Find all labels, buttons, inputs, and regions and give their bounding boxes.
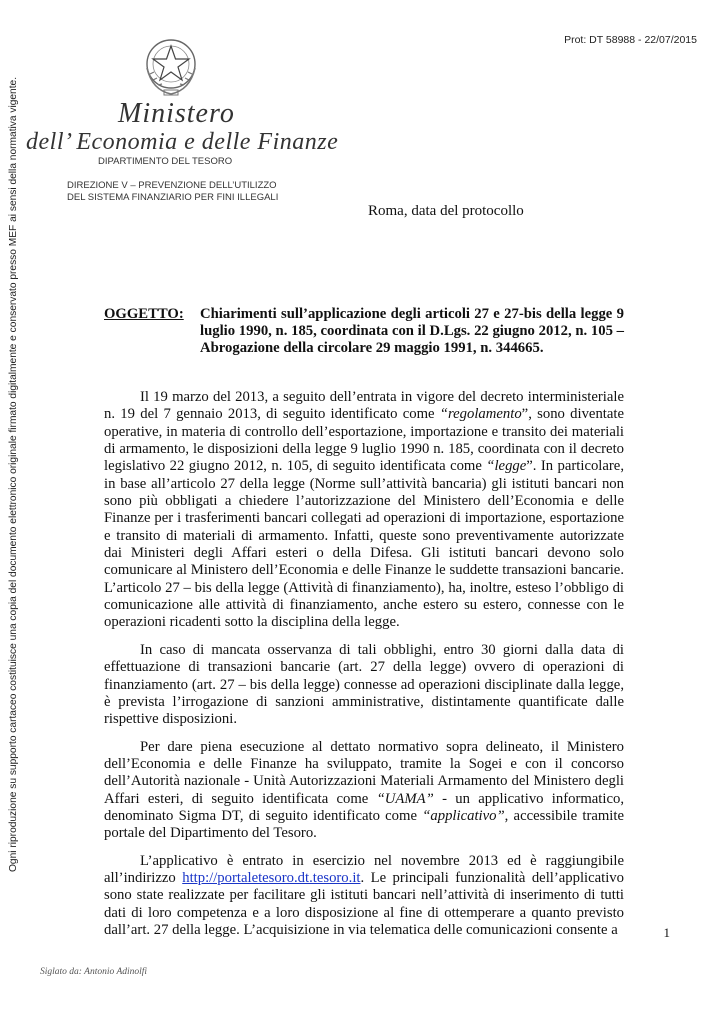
direction-name — [67, 180, 278, 204]
paragraph-2: In caso di mancata osservanza di tali obblighi, entro 30 giorni dalla data di effettuazione di transazioni bancarie (art. 27 della legge) ovvero di operazioni di finanziamento (art. 27 – bis della legge) connesse ad operazioni disciplinate dalla legge, è prevista l’irrogazione di sanzioni amministrative, distintamente quantificate dalle rispettive disposizioni. — [104, 641, 624, 728]
protocol-number: Prot: DT 58988 - 22/07/2015 — [564, 34, 697, 46]
republic-emblem-icon — [140, 34, 202, 100]
p3-text-a: Per dare piena esecuzione al dettato normativo sopra delineato, il Ministero dell’Economia e delle Finanze ha sviluppato, tramite la Sogei e con il concorso dell’Autorità nazionale - Unità Autorizzazioni Materiali Armamento del Ministero degli Affari esteri, di seguito identificata come — [104, 738, 624, 807]
ministry-title-line2: dell’ Economia e delle Finanze — [26, 129, 339, 155]
date-line: Roma, data del protocollo — [368, 203, 524, 219]
portal-link[interactable]: http://portaletesoro.dt.tesoro.it — [182, 869, 361, 886]
department-name: DIPARTIMENTO DEL TESORO — [98, 156, 233, 167]
page-number: 1 — [663, 925, 670, 940]
paragraph-4 — [104, 853, 624, 940]
p1-text-c: ”. In particolare, in base all’articolo 27 della legge (Norme sull’attività bancaria) gli istituti bancari non sono più obbligati a chiedere l’autorizzazione del Ministero dell’Economia e delle Finanze per i trasferimenti bancari collegati ad operazioni di importazione, esportazione e transito di materiali di armamento. Infatti, queste sono preventivamente autorizzate dai Ministeri degli Affari esteri o della Difesa. Gli istituti bancari devono solo comunicare al Ministero dell’Economia e delle Finanze le suddette transazioni bancarie. L’articolo 27 – bis della legge (Attività di finanziamento), ha, inoltre, esteso l’obbligo di comunicazione alle attività di finanziamento, anche estero su estero, connesse con le operazioni ricadenti sotto la disciplina della legge. — [104, 458, 624, 631]
ministry-title — [26, 98, 339, 155]
p4-text-a: L’applicativo è entrato in esercizio nel novembre 2013 ed è raggiungibile all’indirizzo — [104, 852, 624, 886]
p3-text-c: , accessibile tramite portale del Dipartimento del Tesoro. — [104, 807, 624, 842]
p1-text-b: ”, sono diventate operative, in materia di controllo dell’esportazione, importazione e transito dei materiali di armamento, le disposizioni della legge 9 luglio 1990 n. 185, coordinata con il decreto legislativo 22 giugno 2012, n. 105, di seguito identificata come — [104, 406, 624, 475]
direction-line1: DIREZIONE V – PREVENZIONE DELL’UTILIZZO — [67, 180, 277, 191]
side-legal-note: Ogni riproduzione su supporto cartaceo costituisce una copia del documento elettronico originale firmato digitalmente e conservato presso MEF ai sensi della normativa vigente. — [8, 76, 19, 872]
subject-text: Chiarimenti sull’applicazione degli articoli 27 e 27-bis della legge 9 luglio 1990, n. 185, coordinata con il D.Lgs. 22 giugno 2012, n. 105 – Abrogazione della circolare 29 maggio 1991, n. 344665. — [200, 306, 624, 356]
direction-line2: DEL SISTEMA FINANZIARIO PER FINI ILLEGALI — [67, 192, 279, 203]
letter-body — [104, 389, 624, 949]
subject-label: OGGETTO: — [104, 306, 184, 322]
subject-block — [104, 306, 624, 357]
paragraph-3 — [104, 739, 624, 843]
p1-term-regolamento: “regolamento — [439, 406, 522, 423]
p3-term-applicativo: “applicativo” — [422, 807, 505, 824]
p3-text-b: - un applicativo informatico, denominato Sigma DT, di seguito identificato come — [104, 790, 625, 824]
p3-term-uama: “UAMA” — [376, 790, 434, 807]
paragraph-1 — [104, 389, 624, 632]
signed-by: Siglato da: Antonio Adinolfi — [40, 967, 148, 977]
p1-term-legge: “legge — [486, 458, 527, 475]
p4-text-b: . Le principali funzionalità dell’applicativo sono state realizzate per facilitare gli istituti bancari nell’attività di inserimento di tutti dati di loro competenza e a loro disposizione al fine di ottemperare a quanto previsto dall’art. 27 della legge. L’acquisizione in via telematica delle comunicazioni consente a — [104, 869, 624, 938]
ministry-title-line1: Ministero — [118, 98, 235, 129]
p1-text-a: Il 19 marzo del 2013, a seguito dell’entrata in vigore del decreto interministeriale n. 19 del 7 gennaio 2013, di seguito identificato come — [104, 389, 624, 423]
